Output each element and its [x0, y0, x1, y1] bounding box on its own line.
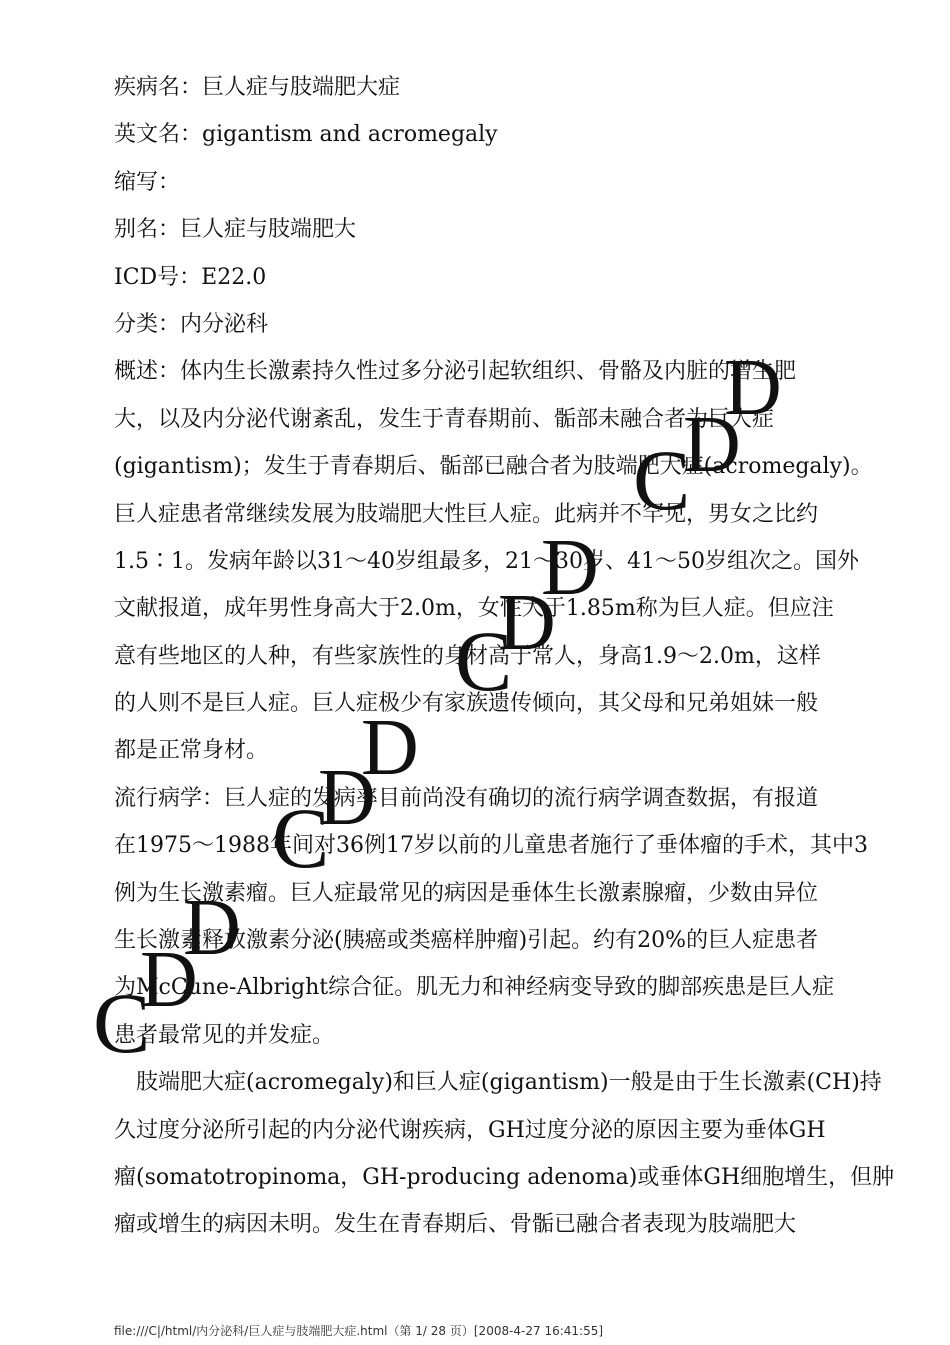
overview-line: 巨人症患者常继续发展为肢端肥大性巨人症。此病并不罕见，男女之比约 — [114, 501, 819, 527]
watermark-d: D — [140, 936, 198, 1024]
field-category: 分类：内分泌科 — [114, 311, 269, 337]
overview-line: 都是正常身材。 — [114, 738, 269, 764]
watermark-d: D — [183, 884, 241, 972]
watermark-d: D — [683, 401, 741, 489]
epidemiology-line: 为McCune-Albright综合征。肌无力和神经病变导致的脚部疾患是巨人症 — [114, 975, 835, 1001]
epidemiology-line: 流行病学：巨人症的发病率目前尚没有确切的流行病学调查数据，有报道 — [114, 785, 819, 811]
epidemiology-line: 例为生长激素瘤。巨人症最常见的病因是垂体生长激素腺瘤，少数由异位 — [114, 880, 819, 906]
overview-line: 大，以及内分泌代谢紊乱，发生于青春期前、骺部未融合者为巨人症 — [114, 406, 775, 432]
paragraph-line: 瘤或增生的病因未明。发生在青春期后、骨骺已融合者表现为肢端肥大 — [114, 1212, 797, 1238]
field-english-name: 英文名：gigantism and acromegaly — [114, 122, 498, 148]
watermark-d: D — [498, 579, 556, 667]
paragraph-line: 肢端肥大症(acromegaly)和巨人症(gigantism)一般是由于生长激素(CH)持 — [114, 1070, 882, 1096]
watermark-c: C — [93, 975, 151, 1071]
overview-line: 文献报道，成年男性身高大于2.0m，女性大于1.85m称为巨人症。但应注 — [114, 596, 834, 622]
page-footer: file:///C|/html/内分泌科/巨人症与肢端肥大症.html（第 1/ 28 页）[2008-4-27 16:41:55] — [114, 1324, 604, 1338]
field-alias: 别名：巨人症与肢端肥大 — [114, 217, 357, 243]
overview-line: 意有些地区的人种，有些家族性的身材高于常人，身高1.9～2.0m，这样 — [114, 643, 821, 669]
watermark-c: C — [455, 613, 513, 709]
overview-line: 的人则不是巨人症。巨人症极少有家族遗传倾向，其父母和兄弟姐妹一般 — [114, 691, 819, 717]
watermark-c: C — [272, 790, 330, 886]
overview-line: 1.5∶1。发病年龄以31～40岁组最多，21～30岁、41～50岁组次之。国外 — [114, 548, 859, 574]
overview-line: 概述：体内生长激素持久性过多分泌引起软组织、骨骼及内脏的增生肥 — [114, 359, 797, 385]
watermark-d: D — [724, 344, 782, 432]
watermark-d: D — [361, 704, 419, 792]
epidemiology-line: 患者最常见的并发症。 — [114, 1022, 335, 1048]
paragraph-line: 瘤(somatotropinoma，GH-producing adenoma)或垂体GH细胞增生，但肿 — [114, 1164, 895, 1190]
watermark-d: D — [318, 754, 376, 842]
watermark-c: C — [633, 432, 691, 528]
paragraph-line: 久过度分泌所引起的内分泌代谢疾病，GH过度分泌的原因主要为垂体GH — [114, 1117, 826, 1143]
epidemiology-line: 生长激素释放激素分泌(胰癌或类癌样肿瘤)引起。约有20%的巨人症患者 — [114, 928, 819, 954]
watermark-d: D — [541, 524, 599, 612]
field-disease-name: 疾病名：巨人症与肢端肥大症 — [114, 75, 401, 100]
field-abbreviation: 缩写： — [114, 169, 181, 195]
epidemiology-line: 在1975～1988年间对36例17岁以前的儿童患者施行了垂体瘤的手术，其中3 — [114, 833, 868, 859]
overview-line: (gigantism)；发生于青春期后、骺部已融合者为肢端肥大症(acromegaly)。 — [114, 454, 873, 480]
field-icd: ICD号：E22.0 — [114, 264, 267, 290]
document-body — [114, 64, 895, 1249]
